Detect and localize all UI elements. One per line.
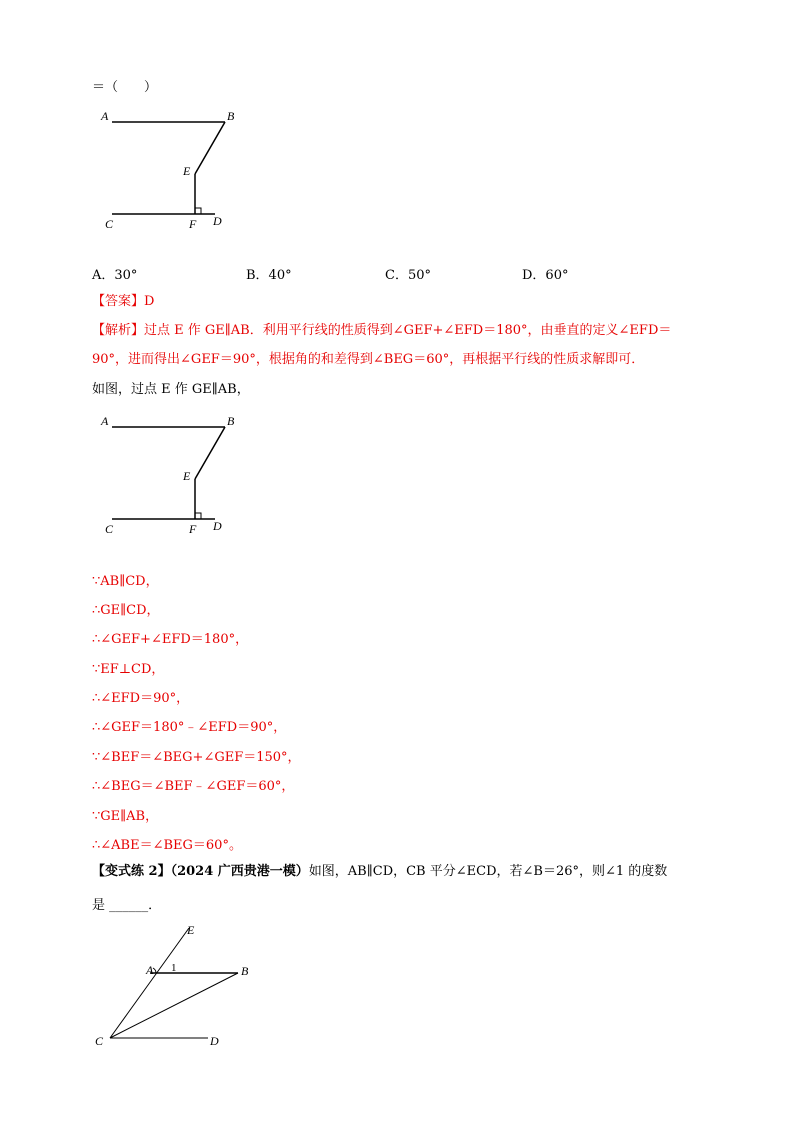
- line-cb: [110, 973, 238, 1038]
- label-d: D: [213, 214, 222, 228]
- label-e: E: [187, 923, 195, 937]
- label-d: D: [213, 519, 222, 533]
- label-c: C: [105, 217, 114, 231]
- solution-step-10: ∴∠ABE＝∠BEG＝60°。: [92, 838, 242, 853]
- label-a: A: [101, 109, 109, 123]
- solution-step-8: ∴∠BEG＝∠BEF﹣∠GEF＝60°，: [92, 779, 295, 794]
- exercise-line-2: 是 ______．: [92, 898, 162, 913]
- geometry-figure-2: [95, 405, 245, 540]
- label-f: F: [189, 522, 197, 536]
- option-c: C．50°: [385, 268, 431, 283]
- analysis-line-2: 90°，进而得出∠GEF＝90°，根据角的和差得到∠BEG＝60°，再根据平行线的性质求解即可．: [92, 352, 645, 367]
- exercise-source: （2024 广西贵港一模）: [170, 864, 309, 879]
- analysis-line-3: 如图，过点 E 作 GE∥AB，: [92, 382, 250, 397]
- label-f: F: [189, 217, 197, 231]
- answer-line: [92, 294, 154, 310]
- label-c: C: [95, 1034, 104, 1048]
- exercise-line-1: [92, 864, 667, 880]
- label-a: A: [146, 963, 154, 977]
- label-b: B: [241, 964, 249, 978]
- solution-step-9: ∵GE∥AB，: [92, 809, 159, 824]
- label-b: B: [227, 109, 235, 123]
- right-angle-mark: [195, 513, 201, 519]
- option-a: A．30°: [92, 268, 138, 283]
- solution-step-4: ∵EF⊥CD，: [92, 662, 165, 677]
- label-e: E: [183, 164, 191, 178]
- exercise-tag: 【变式练 2】: [92, 864, 171, 879]
- solution-step-1: ∵AB∥CD，: [92, 574, 159, 589]
- solution-step-6: ∴∠GEF＝180°﹣∠EFD＝90°，: [92, 720, 287, 735]
- answer-value: D: [144, 294, 155, 309]
- question-tail: ＝（ ）: [92, 80, 158, 95]
- option-d: D．60°: [522, 268, 569, 283]
- solution-step-7: ∵∠BEF＝∠BEG+∠GEF＝150°，: [92, 750, 301, 765]
- line-be: [195, 122, 225, 174]
- analysis-line-1: [92, 323, 671, 339]
- right-angle-mark: [195, 208, 201, 214]
- label-c: C: [105, 522, 114, 536]
- solution-step-3: ∴∠GEF+∠EFD＝180°，: [92, 632, 249, 647]
- solution-step-2: ∴GE∥CD，: [92, 603, 160, 618]
- analysis-tag: 【解析】: [92, 323, 145, 338]
- option-b: B．40°: [246, 268, 292, 283]
- label-b: B: [227, 414, 235, 428]
- answer-tag: 【答案】: [92, 294, 145, 309]
- geometry-figure-1: [95, 100, 245, 235]
- geometry-figure-3: [90, 920, 249, 1055]
- exercise-text-1: 如图，AB∥CD，CB 平分∠ECD，若∠B＝26°，则∠1 的度数: [308, 864, 668, 879]
- label-a: A: [101, 414, 109, 428]
- label-d: D: [210, 1034, 219, 1048]
- line-ce: [110, 928, 189, 1038]
- label-e: E: [183, 469, 191, 483]
- solution-step-5: ∴∠EFD＝90°，: [92, 691, 190, 706]
- label-angle-1: 1: [171, 962, 177, 974]
- line-be: [195, 427, 225, 479]
- analysis-text-1: 过点 E 作 GE∥AB．利用平行线的性质得到∠GEF+∠EFD＝180°，由垂直的定义∠EFD＝: [144, 323, 672, 338]
